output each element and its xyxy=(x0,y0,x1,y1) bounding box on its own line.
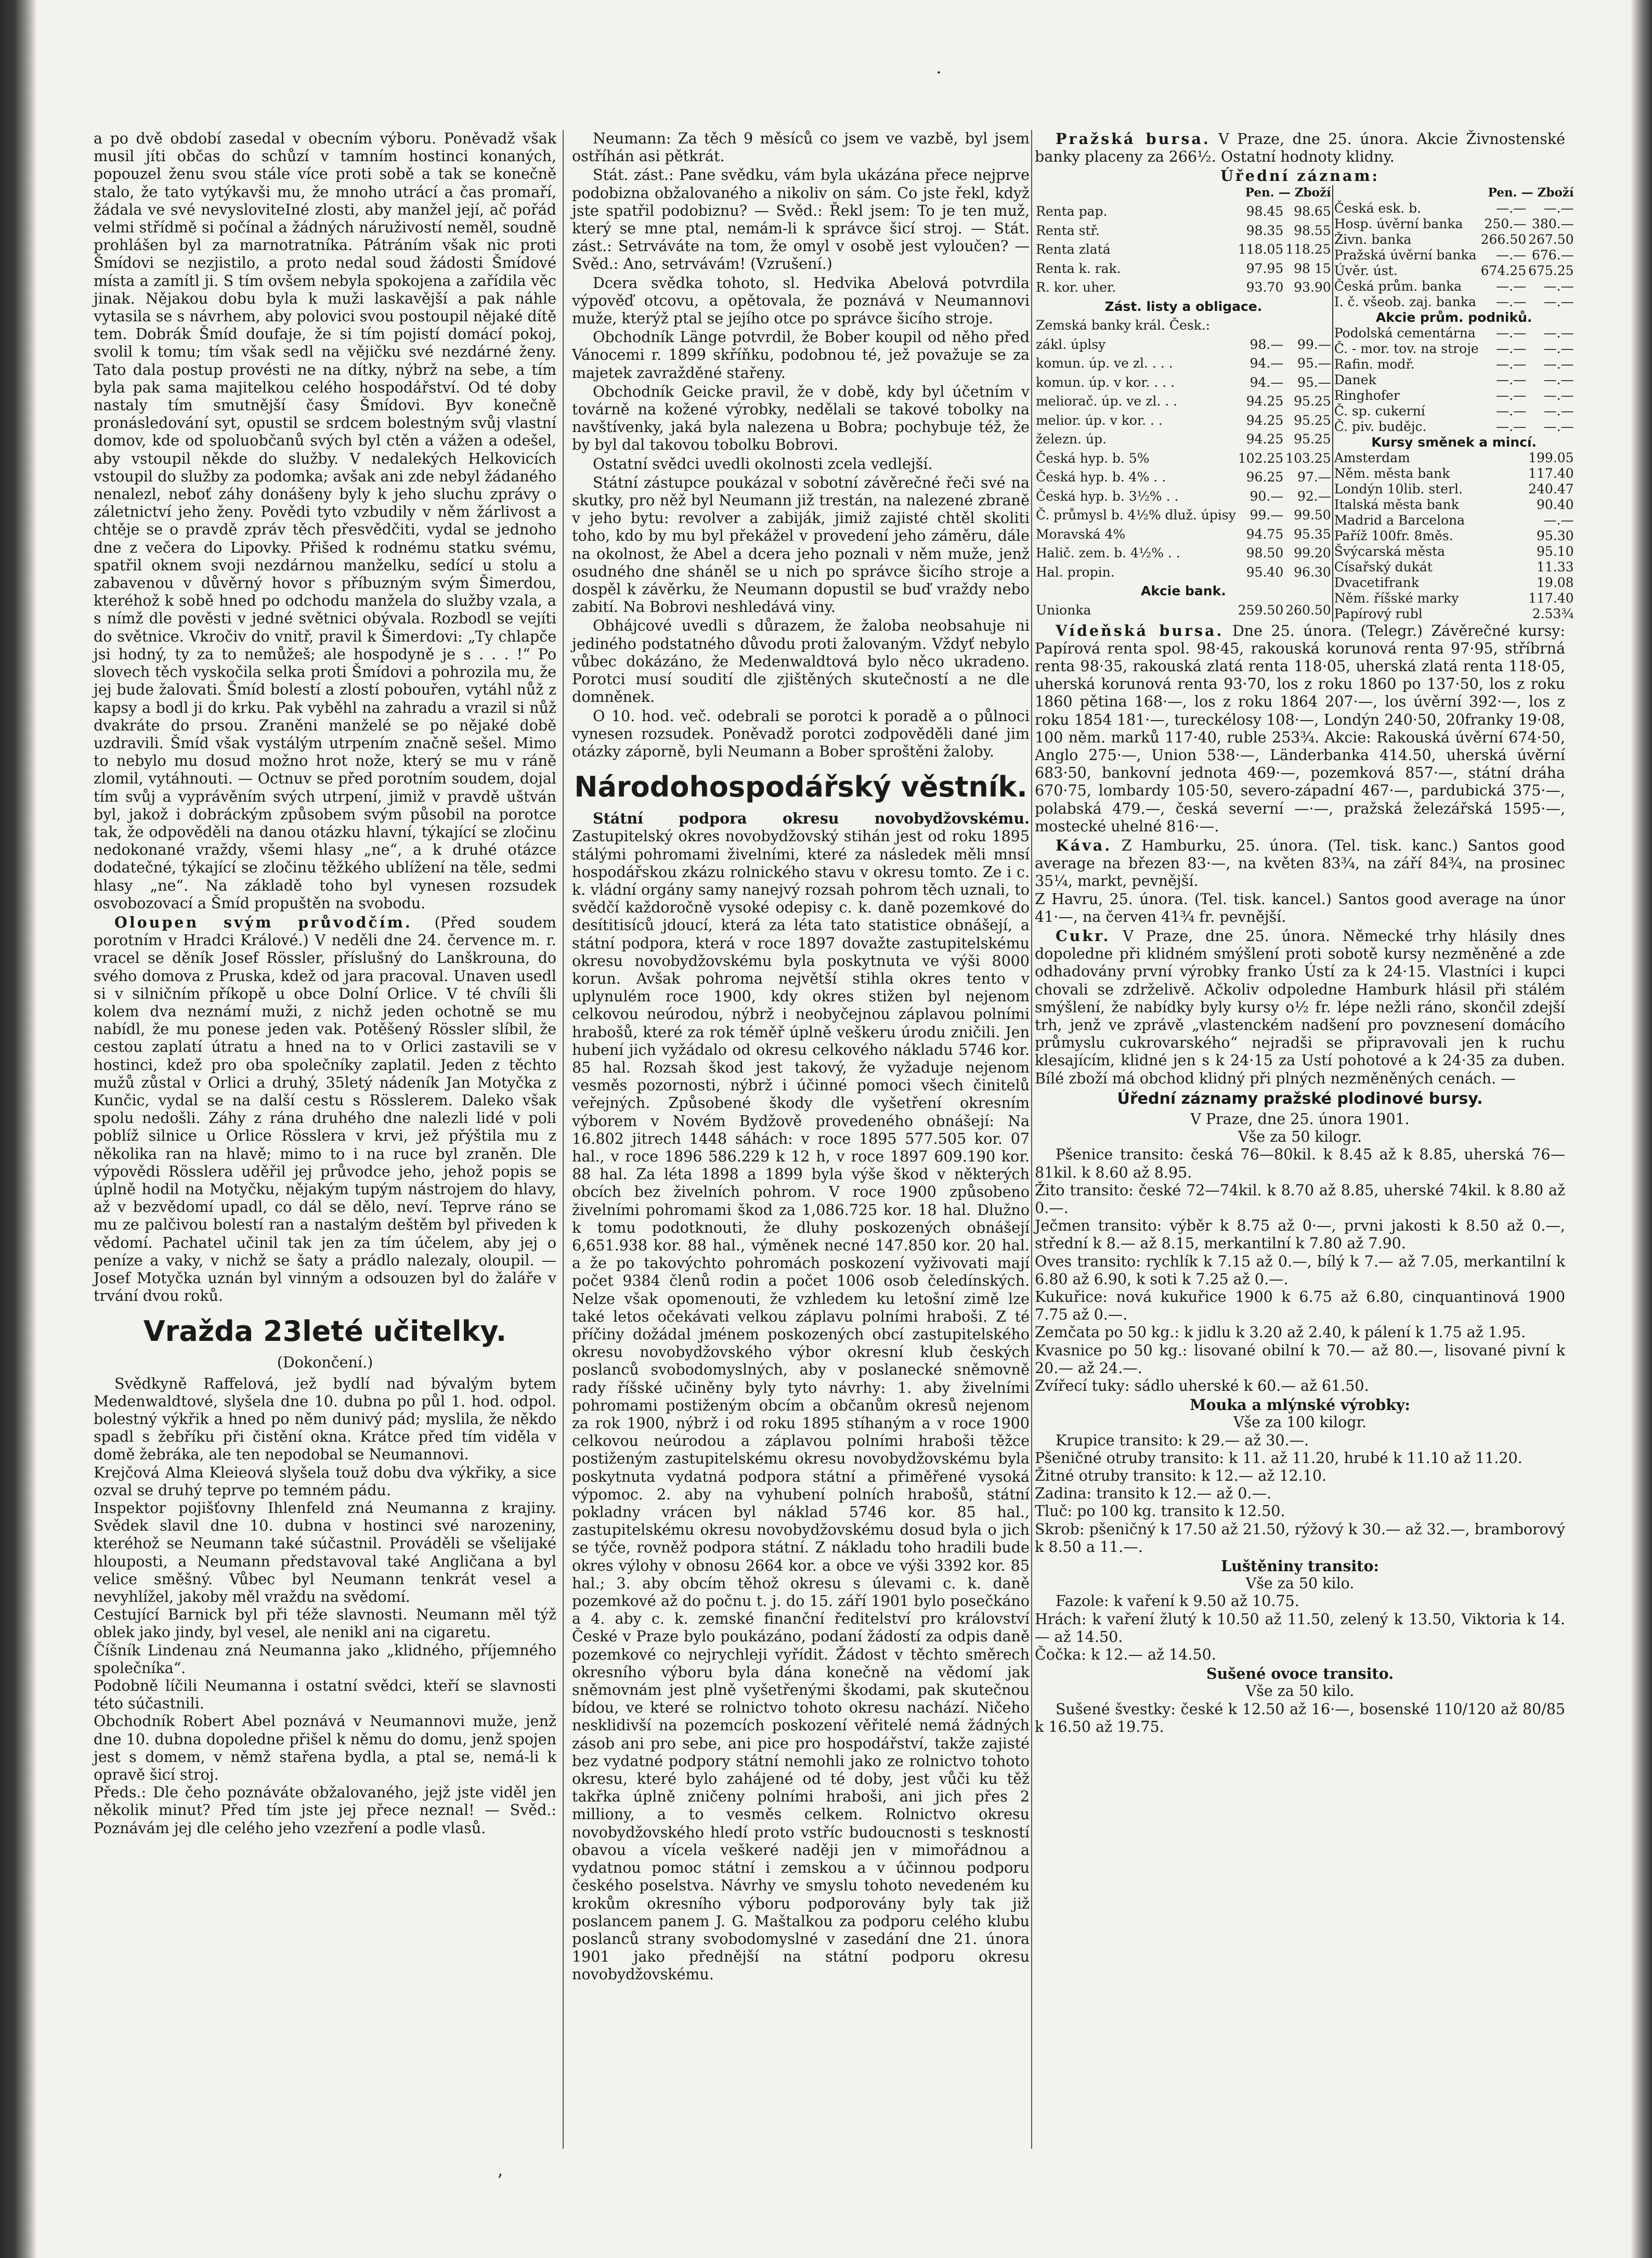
support-title: Státní podpora okresu novobydžovskému. xyxy=(593,810,1030,828)
exchange-row xyxy=(1333,497,1575,513)
bid-price xyxy=(1480,591,1527,606)
ask-price: —.— xyxy=(1543,387,1574,403)
scan-edge-right xyxy=(1631,0,1652,2258)
exchange-row xyxy=(1333,294,1575,310)
bid-price: 94.25 xyxy=(1246,412,1284,428)
security-name: Švýcarská města xyxy=(1333,544,1480,559)
security-name: komun. úp. ve zl. . . . xyxy=(1036,356,1173,371)
ask-price: 11.33 xyxy=(1537,559,1574,575)
security-name: Moravská 4% xyxy=(1036,526,1126,542)
security-name: Č. - mor. tov. na stroje xyxy=(1333,341,1480,357)
exchange-row xyxy=(1035,565,1332,584)
column-left xyxy=(94,130,556,2154)
exchange-row xyxy=(1333,575,1575,591)
security-name: Halič. zem. b. 4½% . . xyxy=(1036,545,1180,561)
ask-price: 117.40 xyxy=(1528,590,1574,606)
scan-edge-left xyxy=(0,0,36,2258)
fruit-title: Sušené ovoce transito. xyxy=(1206,1665,1394,1683)
security-name: Č. sp. cukerní xyxy=(1333,403,1480,419)
security-name: Č. průmysl b. 4½% dluž. úpisy xyxy=(1036,507,1236,523)
grain-prices: Pšenice transito: česká 76—80kil. k 8.45 až k 8.85, uherská 76—81kil. k 8.60 až 8.95. Žito transito: české 72—74kil. k 8.70 až 8.85, uherské 74kil. k 8.80 až 0.—. Ječmen transito: výběr k 8.75 až 0·—, prvni jakosti k 8.50 až 0.—, střední k 8.— až 8.15, merkantilní k 7.80 až 7.90. Oves transito: rychlík k 7.15 až 0.—, bílý k 7.— až 7.05, merkantilní k 6.80 až 6.90, k soti k 7.25 až 0.—. Kukuřice: nová kukuřice 1900 k 6.75 až 6.80, cinquantinová 1900 7.75 až 0.—. Zemčata po 50 kg.: k jidlu k 3.20 až 2.40, k pálení k 1.75 až 1.95. Kvasnice po 50 kg.: lisované obilní k 70.— až 80.—, lisované pivní k 20.— až 24.—. Zvířecí tuky: sádlo uherské k 60.— až 61.50. xyxy=(1035,1146,1565,1394)
bid-price xyxy=(1480,606,1527,622)
security-name: Česká hyp. b. 3½% . . xyxy=(1036,488,1179,504)
coffee-text: Z Hamburku, 25. února. (Tel. tisk. kanc.) Santos good average na březen 83·—, na květen 83¾, na září 84¾, na prosinec 35¼, markt, pevnější. Z Havru, 25. února. (Tel. tisk. kancel.) Santos good average na únor 41·—, na červen 41¾ fr. pevnější. xyxy=(1035,837,1566,925)
ask-price xyxy=(1284,318,1332,337)
exchange-row xyxy=(1333,528,1575,544)
security-name: Hosp. úvěrní banka xyxy=(1333,216,1480,232)
security-name: komun. úp. v kor. . . . xyxy=(1036,374,1175,390)
exchange-table-right xyxy=(1332,185,1575,622)
scan-speck: · xyxy=(936,62,942,83)
trial-paragraph: Ostatní svědci uvedli okolnosti zcela vedlejší. xyxy=(593,455,933,473)
ask-price: 99.50 xyxy=(1294,507,1331,523)
exchange-row xyxy=(1035,318,1332,337)
security-name: Něm. říšské marky xyxy=(1333,591,1480,606)
flour-prices: Krupice transito: k 29.— až 30.—. Pšeničné otruby transito: k 11. až 11.20, hrubé k 11.10 až 11.20. Žitné otruby transito: k 12.— až 12.10. Zadina: transito k 12.— až 0.—. Tluč: po 100 kg. transito k 12.50. Skrob: pšeničný k 17.50 až 21.50, rýžový k 30.— až 32.—, bramborový k 8.50 a 11.—. xyxy=(1035,1431,1565,1556)
bid-price xyxy=(1480,450,1527,466)
exchange-row xyxy=(1333,310,1575,325)
exchange-category: Akcie prům. podniků. xyxy=(1333,310,1575,325)
exchange-row xyxy=(1035,583,1332,603)
bid-price xyxy=(1480,497,1527,513)
security-name: Hal. propin. xyxy=(1036,564,1115,580)
ask-price: 95.— xyxy=(1297,374,1331,390)
bid-price: 93.70 xyxy=(1246,280,1284,295)
exchange-row xyxy=(1035,337,1332,356)
bid-price: 250.— xyxy=(1484,216,1527,231)
security-name: Renta k. rak. xyxy=(1036,260,1121,276)
exchange-row xyxy=(1035,603,1332,622)
exchange-row xyxy=(1035,356,1332,375)
exchange-row xyxy=(1035,280,1332,299)
bid-price xyxy=(1237,318,1284,337)
security-name: Papírový rubl xyxy=(1333,606,1480,622)
security-name: Č. piv. budějc. xyxy=(1333,419,1480,435)
trial-paragraph: Neumann: Za těch 9 měsíců co jsem ve vazbě, byl jsem ostříhán asi pětkrát. xyxy=(572,130,1030,165)
bid-price: —.— xyxy=(1496,294,1527,309)
security-name: Danek xyxy=(1333,372,1480,388)
ask-price: 90.40 xyxy=(1537,497,1574,512)
exchange-row xyxy=(1333,357,1575,372)
ask-price: 240.47 xyxy=(1528,481,1574,497)
legume-unit: Vše za 50 kilo. xyxy=(1245,1575,1355,1593)
exchange-row xyxy=(1035,223,1332,242)
ask-price: 260.50 xyxy=(1285,602,1331,618)
security-name: Amsterdam xyxy=(1333,450,1480,466)
fruit-unit: Vše za 50 kilo. xyxy=(1245,1682,1355,1700)
murder-subtitle: (Dokončení.) xyxy=(277,1354,373,1372)
support-article xyxy=(572,810,1030,1983)
flour-unit: Vše za 100 kilogr. xyxy=(1233,1414,1367,1431)
security-name: železn. úp. xyxy=(1036,432,1107,447)
bid-price xyxy=(1480,544,1527,559)
sugar-article xyxy=(1035,927,1565,1088)
exchange-row xyxy=(1035,545,1332,565)
exchange-category: Kursy směnek a mincí. xyxy=(1333,435,1575,450)
exchange-row xyxy=(1035,451,1332,470)
ask-price: 95.25 xyxy=(1294,412,1331,428)
ask-price: 117.40 xyxy=(1528,465,1574,481)
bid-price: 118.05 xyxy=(1238,242,1284,257)
support-text: Zastupitelský okres novobydžovský stihán jest od roku 1895 stálými pohromami živelními, které za následek měli mnsí hospodářskou zkázu rolnického stavu v okresu tomto. Ze i c. k. vládní orgány samy nanejvý rozsah pohrom těch uznali, to svědčí každoročně vysoké odepisy c. k. daně pozemkové do desítitisíců jdoucí, která za léta tato statistice obnášejí, a státní podpora, která v roce 1897 dovažte zastupitelskému okresu novobydžovskému byla poskytnuta ve výši 8000 korun. Avšak pohroma největší stihla okres tento v uplynulém roce 1900, kdy okres stižen byl nejenom celkovou neúrodou, nýbrž i neobyčejnou záplavou polními hrabošů, které za rok téměř úplně veškeru úrodu zničili. Jen hubení jich vyžádalo od okresu celkového nákladu 5746 kor. 85 hal. Rozsah škod jest takový, že vyžaduje nejenom vesměs pozornosti, nýbrž i účinné pomoci všech činitelů veřejných. Způsobené škody dle vyšetření okresním výborem v Novém Bydžově provedeného obnášejí: Na 16.802 jitrech 1448 sáhách: v roce 1895 577.505 kor. 07 hal., v roce 1896 586.229 k 12 h, v roce 1897 609.190 kor. 88 hal. Za léta 1898 a 1899 byla výše škod v některých obcích bez živelních pohrom. V roce 1900 způsobeno živelními pohromami škod za 1,086.725 kor. 18 hal. Dlužno k tomu podotknouti, že dluhy poskozených obnášejí 6,651.938 kor. 88 hal., výměnek necné 147.850 kor. 20 hal. a že po takovýchto pohromách poskození vyživovati mají počet 9384 členů rodin a počet 1006 osob čeledínských. Nelze však opomenouti, že vzhledem ku letošní zimě lze také letos očekávati velkou záplavu polními hraboši. Z té příčiny dožádal jménem poskozených obcí zastupitelského okresu novobydžovského výbor okresní klub českých poslanců svobodomyslných, aby v poslanecké sněmovně rady říšské učiněny byly tyto návrhy: 1. aby živelními pohromami postiženým obcím a občanům okresů nejenom za rok 1900, nýbrž i od roku 1895 stíhaným a v roce 1900 celkovou neúrodou a záplavou polními hraboši těžce postiženým zastupitelskému okresu novobydžovskému byla poskytnuta vydatná podpora státní a přiměřené vysoká výpomoc. 2. aby na vyhubení polních hrabošů, státní pokladny vrácen byl náklad 5746 kor. 85 hal., zastupitelskému okresu novobydžovskému dosud byla o jich se týče, rovněž podpora státní. Z nákladu toho hradili bude okres výlohy v obnosu 2664 kor. a obce ve výši 3392 kor. 85 hal.; 3. aby obcím těhož okresu s úlevami c. k. daně pozemkové až do počnu t. j. do 15. září 1901 bylo posečkáno a 4. aby c. k. zemské finanční ředitelství pro království České v Praze bylo poukázáno, podaní žádostí za odpis daně pozemkové co nejrychleji vyřídit. Žádost v těchto směrech okresního výboru byla dána konečně na vědomí jak sněmovnám jest plně vyšetřenými škodami, pak skutečnou bídou, ve které se rolnictvo tohoto okresu nachází. Ničeho nesklidivší na pozemcích poskození věřitelé nemá žádných zásob ani pro sebe, ani pice pro hospodářství, takže zajisté bez vydatné podpory státní nemohli jako ze rolnictvo tohoto okresu, které bylo zahájené od té doby, jest vůči ku těž takřka úplně zničeny polními hraboši, ani jich přes 2 milliony, a to vesměs celkem. Rolnictvo okresu novobydžovského hledí proto vstříc budoucnosti s teskností obavou a vícela veškeré naději jen v mimořádnou a vydatnou pomoc státní i zemskou a v účinnou podporu českého poselstva. Návrhy ve smyslu tohoto nevedeném ku krokům okresního výboru podporovány byly tak již poslancem panem J. G. Maštalkou za podporu celého klubu poslanců strany svobodomyslné v zasedání dne 21. února 1901 jako přednější na státní podporu okresu novobydžovskému. xyxy=(572,828,1030,1983)
security-name: Úvěr. úst. xyxy=(1333,263,1480,279)
security-name: Česká esk. b. xyxy=(1333,201,1480,216)
bid-price: —.— xyxy=(1496,372,1527,387)
coffee-article xyxy=(1035,837,1565,926)
bid-price: —.— xyxy=(1496,247,1527,263)
column-middle xyxy=(572,130,1030,2154)
ask-price: —.— xyxy=(1543,278,1574,294)
ask-price: 118.25 xyxy=(1285,242,1331,257)
ask-price: 380.— xyxy=(1531,216,1574,231)
coffee-title: Káva. xyxy=(1056,837,1112,855)
security-name: Madrid a Barcelona xyxy=(1333,513,1480,528)
column-right xyxy=(1035,130,1574,2154)
exchange-tables xyxy=(1035,185,1574,622)
security-name: R. kor. uher. xyxy=(1036,280,1116,295)
trial-paragraph: Dcera svědka tohoto, sl. Hedvika Abelová potvrdila výpověď otcovu, a opětovala, že poznává v Neumannovi muže, kterýž ptal se jejího otce po správce šicího stroje. xyxy=(572,274,1030,328)
bid-price: 94.— xyxy=(1250,374,1284,390)
exchange-row xyxy=(1035,469,1332,489)
exchange-row xyxy=(1333,201,1575,216)
trial-paragraph: Stát. zást.: Pane svědku, vám byla ukázána přece nejprve podobizna obžalovaného a nikoliv on sám. Co jste řekl, když jste spatřil podobiznu? — Svěd.: Řekl jsem: To je ten muž, který se mne ptal, nemám-li k správce šicí stroj. — Stát. zást.: Setrváváte na tom, že omyl v osobě jest vyloučen? — Svěd.: Ano, setrvávám! (Vzrušení.) xyxy=(572,166,1030,273)
fruit-prices: Sušené švestky: české k 12.50 až 16·—, bosenské 110/120 až 80/85 k 16.50 až 19.75. xyxy=(1035,1700,1565,1735)
table-header: Pen. — Zboží xyxy=(1488,185,1574,200)
exchange-row xyxy=(1333,216,1575,232)
legume-title: Luštěniny transito: xyxy=(1221,1557,1379,1575)
trial-paragraph: O 10. hod. več. odebrali se porotci k poradě a o půlnoci vynesen rozsudek. Poněvadž porotci zodpověděli dané jim otázky záporně, byli Neumann a Bober sproštěni žaloby. xyxy=(572,707,1030,760)
exchange-row xyxy=(1333,513,1575,528)
security-name: Česká hyp. b. 5% xyxy=(1036,450,1150,466)
ask-price: —.— xyxy=(1543,294,1574,309)
security-name: zákl. úplsy xyxy=(1036,336,1106,352)
exchange-row xyxy=(1333,435,1575,450)
table-header: Pen. — Zboží xyxy=(1245,185,1331,200)
trial-report-paragraph: a po dvě období zasedal v obecním výboru. Poněvadž však musil jíti občas do schůzí v tamním hostinci konaných, popouzel ženu svou stále více proti sobě a tak se konečně stalo, že tato vytýkavši mu, že mnoho utrácí a čas promaří, žádala ve své nevysloviteIné zlosti, aby manžel její, ač pořád velmi střídmě si počínal a žádných náruživostí neměl, soudně prohlášen byl za marnotratníka. Pátráním však nic proti Šmídovi se nezjistilo, a proto nedal soud žádosti Šmídové místa a zamítl ji. S tím ovšem nebyla spokojena a zařídila věc jinak. Nějakou dobu byla k muži laskavější a pak náhle vytasila se s návrhem, aby polovici svou postoupil nějaké dítě tem. Dobrák Šmíd doufaje, že si tím pojistí domácí pokoj, svolil k tomu; tím však sedl na vějičku své nezdárné ženy. Tato dala postup provésti ne na dítky, nýbrž na sebe, a tím byla pak sama majitelkou celého hospodářství. Od té doby nastaly tím smutnější časy Šmídovi. Byv konečně pronásledování syt, opustil se srdcem bolestným svůj vlastní domov, kde od spoluobčanů svých byl ctěn a vážen a odešel, aby vstoupil někde do služby. V nedalekých Helkovicích vstoupil do služby za podomka; avšak ani zde nebyl žádaného nenalezl, neboť záhy donášeny byly k jeho sluchu zprávy o záletnictví jeho ženy. Povědi tyto vzbudily v něm žárlivost a chtěje se o pravdě zpráv těch přesvědčiti, vydal se jednoho dne z večera do Lipovky. Přišed k rodnému statku svému, spatřil oknem svoji nezdárnou manželku, sedící u stolu a zabavenou v důvěrný hovor s příbuzným svým Šimerdou, kteréhož k sobě hned po odchodu manžela do služby vzala, a s nímž dle pověsti v jedné světnici obývala. Rozbodl se vejíti do světnice. Vkročiv do vnitř, pravil k Šimerdovi: „Ty chlapče jsi hodný, ty za to nemůžeš; ale hospodyně je s . . . !“ Po slovech těch vyskočila selka proti Šmídovi a pohrozila mu, že jej bude žalovati. Šmíd bolestí a zlostí pobouřen, vytáhl nůž z kapsy a bodl ji do krku. Pak vyběhl na zahradu a vrazil si nůž dvakráte do prsou. Zraněni manželé se po nějaké době uzdravili. Šmíd však vystálým utrpením značně sešel. Mimo to nebylo mu dosud možno hrot nože, který se mu v ráně zlomil, vytáhnouti. — Octnuv se před porotním soudem, dojal tím svůj a vyprávěním svých utrpení, jimiž v pravdě uštván byl, jakož i dobráckým způsobem svým působil na porotce tak, že odpověděli na danou otázku hlavní, týkající se zločinu nedokonané vraždy, všemi hlasy „ne“, a k druhé otázce dodatečné, týkající se zločinu těžkého ublížení na těle, sedmi hlasy „ne“. Na základě toho byl vynesen rozsudek osvobozovací a Šmíd propuštěn na svobodu. xyxy=(94,130,556,912)
exchange-row xyxy=(1333,247,1575,263)
security-name: Ringhofer xyxy=(1333,388,1480,403)
grain-date: V Praze, dne 25. února 1901. xyxy=(1190,1110,1410,1128)
bid-price: 259.50 xyxy=(1238,602,1284,618)
bid-price: —.— xyxy=(1496,356,1527,372)
security-name: Zemská banky král. Česk.: xyxy=(1036,318,1211,333)
ask-price: 95.25 xyxy=(1294,394,1331,409)
trial-paragraph: Obchodník Länge potvrdil, že Bober koupil od něho před Vánocemi r. 1899 skříňku, podobnou té, jež považuje se za majetek zavražděné stařeny. xyxy=(572,329,1030,382)
ask-price: 92.— xyxy=(1297,488,1331,504)
ask-price: —.— xyxy=(1543,200,1574,216)
exchange-title: Pražská bursa. xyxy=(1056,130,1211,148)
ask-price: 103.25 xyxy=(1285,450,1331,466)
security-name: Něm. města bank xyxy=(1333,466,1480,481)
column-rule xyxy=(563,130,564,2149)
security-name: melior. úp. v kor. . . xyxy=(1036,412,1163,428)
security-name: Česká hyp. b. 4% . . xyxy=(1036,469,1166,485)
ask-price: 19.08 xyxy=(1537,575,1574,590)
bid-price: —.— xyxy=(1496,341,1527,356)
bid-price xyxy=(1480,575,1527,591)
bid-price: —.— xyxy=(1496,419,1527,434)
ask-price: 2.53¾ xyxy=(1532,606,1574,621)
robbery-article xyxy=(94,913,556,1305)
security-name: meliorač. úp. ve zl. . . xyxy=(1036,394,1178,409)
exchange-row xyxy=(1035,242,1332,261)
bid-price: 90.— xyxy=(1250,488,1284,504)
ask-price: 676.— xyxy=(1531,247,1574,263)
ask-price: 675.25 xyxy=(1528,263,1574,278)
ask-price: 98 15 xyxy=(1294,260,1331,276)
security-name: Živn. banka xyxy=(1333,232,1480,247)
economic-section-headline: Národohospodářský věstník. xyxy=(574,771,1027,804)
robbery-title: Oloupen svým průvodčím. xyxy=(114,913,412,931)
bid-price: 674.25 xyxy=(1480,263,1527,278)
bid-price: 94.25 xyxy=(1246,432,1284,447)
exchange-row xyxy=(1035,432,1332,451)
official-record-header: Úřední záznam: xyxy=(1220,167,1380,185)
ask-price: 95.25 xyxy=(1294,432,1331,447)
bid-price: —.— xyxy=(1496,325,1527,341)
security-name: Londýn 10lib. sterl. xyxy=(1333,481,1480,497)
exchange-row xyxy=(1333,279,1575,294)
exchange-row xyxy=(1333,372,1575,388)
security-name: Paříž 100fr. 8měs. xyxy=(1333,528,1480,544)
exchange-row xyxy=(1333,341,1575,357)
robbery-text: (Před soudem porotním v Hradci Králové.) V neděli dne 24. července m. r. vracel se děník Josef Rössler, příslušný do Lanškrouna, do svého domova z Pruska, kdež od jara pracoval. Unaven usedl si v silničním příkopě u obce Dolní Orlice. V té chvíli šli kolem dva neznámí muži, z nichž jeden ochotně se mu nabídl, že mu ponese jeden vak. Potěšený Rössler slíbil, že cestou zaplatí útratu a hned na to v Orlici zastavili se v hostinci, kdež pro oba společníky zaplatil. Jeden z těchto mužů zůstal v Orlici a druhý, 35letý nádeník Jan Motyčka z Kunčic, vydal se na další cestu s Rösslerem. Daleko však spolu nedošli. Záhy z rána druhého dne nalezli lidé v poli poblíž silnice u Orlice Rösslera v krvi, jež přýštila mu z několika ran na hlavě; mimo to i na ruce byl zraněn. Dle výpovědi Rösslera uděřil jej průvodce jeho, jehož popis se úplně hodil na Motyčku, nějakým tupým nástrojem do hlavy, až v bezvědomí upadl, co dál se dělo, neví. Teprve ráno se mu ze palčivou bolestí ran a nastalým deštěm byl přiveden k vědomí. Pachatel učinil tak jen za tím účelem, aby jej o peníze a vaky, v nichž se šaty a prádlo nalezaly, oloupil. — Josef Motyčka uznán byl vinným a odsouzen byl do žaláře v trvání dvou roků. xyxy=(94,913,556,1305)
ask-price: —.— xyxy=(1543,512,1574,528)
sugar-title: Cukr. xyxy=(1056,927,1111,945)
security-name: Renta zlatá xyxy=(1036,242,1111,257)
vienna-article xyxy=(1035,622,1565,836)
security-name: Císařský dukát xyxy=(1333,559,1480,575)
exchange-row xyxy=(1035,413,1332,432)
exchange-row xyxy=(1333,606,1575,622)
exchange-row xyxy=(1035,204,1332,223)
exchange-row xyxy=(1333,481,1575,497)
exchange-row xyxy=(1035,299,1332,318)
bid-price: 95.40 xyxy=(1246,564,1284,580)
column-rule xyxy=(1031,130,1032,2149)
murder-article-text: Svědkyně Raffelová, jež bydlí nad bývalým bytem Medenwaldtové, slyšela dne 10. dubna po půl 1. hod. odpol. bolestný výkřik a hned po něm dunivý pád; myslila, že někdo spadl s žebříku při čistění okna. Krátce před tím viděla v domě žebráka, ale ten nepodobal se Neumannovi. Krejčová Alma Kleieová slyšela touž dobu dva výkřiky, a sice ozval se druhý teprve po temném pádu. Inspektor pojišťovny Ihlenfeld zná Neumanna z krajiny. Svědek slavil dne 10. dubna v hostinci své narozeniny, kteréhož se Neumann také súčastnil. Prováděli se všelijaké hlouposti, a Neumann představoval také Angličana a byl velice směšný. Vůbec byl Neumann tenkrát vesel a nevyhlížel, jakoby měl vraždu na svědomí. Cestující Barnick byl při téže slavnosti. Neumann měl týž oblek jako jindy, byl vesel, ale nenikl ani na cigaretu. Číšník Lindenau zná Neumanna jako „klidného, příjemného společníka“. Podobně líčili Neumanna i ostatní svědci, kteří se slavnosti této súčastnili. Obchodník Robert Abel poznává v Neumannovi muže, jenž dne 10. dubna dopoledne přišel k němu do domu, jenž spojen jest s domem, v němž stařena bydla, a ptal se, nemá-li k opravě šicí stroj. Předs.: Dle čeho poznáváte obžalovaného, jejž jste viděl jen několik minut? Před tím jste jej přece neznal! — Svěd.: Poznávám jej dle celého jeho vzezření a podle vlasů. xyxy=(94,1375,556,1837)
exchange-intro-text: V Praze, dne 25. února. Akcie Živnostenské banky placeny za 266½. Ostatní hodnoty klidny. xyxy=(1035,130,1565,166)
ask-price: —.— xyxy=(1543,341,1574,356)
bid-price: 266.50 xyxy=(1480,231,1527,247)
security-name: Pražská úvěrní banka xyxy=(1333,247,1480,263)
ask-price: —.— xyxy=(1543,419,1574,434)
bid-price xyxy=(1480,513,1527,528)
bid-price: 94.25 xyxy=(1246,394,1284,409)
bid-price: 102.25 xyxy=(1238,450,1284,466)
scan-speck: ʼ xyxy=(497,2171,502,2191)
exchange-row xyxy=(1333,403,1575,419)
exchange-row xyxy=(1333,325,1575,341)
murder-headline: Vražda 23leté učitelky. xyxy=(143,1315,507,1348)
exchange-row xyxy=(1035,261,1332,280)
bid-price xyxy=(1480,528,1527,544)
bid-price: 98.35 xyxy=(1246,223,1284,238)
bid-price xyxy=(1480,466,1527,481)
ask-price: 95.30 xyxy=(1537,528,1574,543)
exchange-row xyxy=(1333,466,1575,481)
bid-price: 94.— xyxy=(1250,356,1284,371)
ask-price: —.— xyxy=(1543,403,1574,419)
grain-exchange-headline: Úřední záznamy pražské plodinové bursy. xyxy=(1117,1089,1483,1108)
security-name: Rafin. modř. xyxy=(1333,357,1480,372)
ask-price: —.— xyxy=(1543,356,1574,372)
exchange-row xyxy=(1333,419,1575,435)
exchange-row xyxy=(1035,375,1332,394)
bid-price: —.— xyxy=(1496,403,1527,419)
exchange-row xyxy=(1333,450,1575,466)
bid-price: —.— xyxy=(1496,387,1527,403)
ask-price: 267.50 xyxy=(1528,231,1574,247)
exchange-row xyxy=(1035,527,1332,546)
ask-price: 98.65 xyxy=(1294,204,1331,219)
ask-price: 99.20 xyxy=(1294,545,1331,561)
trial-paragraph: Obchodník Geicke pravil, že v době, kdy byl účetním v továrně na kožené výrobky, nedělali se takové tobolky na navštívenky, jaká byla nalezena u Bobra; pochybuje též, že by byl dal takovou tobolku Bobrovi. xyxy=(572,383,1030,454)
ask-price: 199.05 xyxy=(1528,450,1574,465)
bid-price: 98.50 xyxy=(1246,545,1284,561)
bid-price: 99.— xyxy=(1250,507,1284,523)
ask-price: 97.— xyxy=(1297,469,1331,485)
bid-price: 97.95 xyxy=(1246,260,1284,276)
ask-price: 98.55 xyxy=(1294,223,1331,238)
exchange-row xyxy=(1333,388,1575,403)
security-name: Unionka xyxy=(1036,602,1091,618)
bid-price xyxy=(1480,481,1527,497)
exchange-row xyxy=(1035,489,1332,508)
trial-paragraph: Státní zástupce poukázal v sobotní závěrečné řeči své na skutky, pro něž byl Neumann již trestán, na nalezené zbraně v jeho bytu: revolver a zabiják, jimiž zajisté chtěl skoliti toho, kdo by mu byl překážel v provedení jeho záměru, dále na okolnost, že Abel a dcera jeho poznali v něm muže, jenž osudného dne sháněl se u nich po správce šicího stroje a dospěl k závěrku, že Neumann dopustil se buď vraždy nebo zabití. Na Bobrovi neshledává viny. xyxy=(572,474,1030,616)
security-name: Podolská cementárna xyxy=(1333,325,1480,341)
bid-price: 96.25 xyxy=(1246,469,1284,485)
bid-price xyxy=(1480,559,1527,575)
ask-price: 95.— xyxy=(1297,356,1331,371)
ask-price: 95.35 xyxy=(1294,526,1331,542)
exchange-intro xyxy=(1035,130,1565,166)
security-name: Dvacetifrank xyxy=(1333,575,1480,591)
bid-price: 98.45 xyxy=(1246,204,1284,219)
exchange-row xyxy=(1035,394,1332,413)
trial-paragraph: Obhájcové uvedli s důrazem, že žaloba neobsahuje ni jediného podstatného důvodu proti žalovaným. Vždyť nebylo vůbec dokázáno, že Medenwaldtová bylo něco ukradeno. Porotci musí soudití dle zjištěných skutečností a ne dle domněnek. xyxy=(572,617,1030,706)
security-name: I. č. všeob. zaj. banka xyxy=(1333,294,1480,310)
exchange-category: Akcie bank. xyxy=(1141,583,1226,599)
exchange-row xyxy=(1333,591,1575,606)
bid-price: 94.75 xyxy=(1246,526,1284,542)
vienna-text: Dne 25. února. (Telegr.) Závěrečné kursy: Papírová renta spol. 98·45, rakouská korunová renta 97·95, stříbrná renta 98·35, rakouská zlatá renta 118·05, uherská zlatá renta 118·05, uherská korunová renta 93·70, los z roku 1860 po 137·50, los z roku 1860 pětina 168·—, los z roku 1864 207·—, los úvěrní 392·—, los z roku 1854 181·—, tureckélosy 108·—, Londýn 240·50, 20franky 19·08, 100 něm. marků 117·40, ruble 253¾. Akcie: Rakouská úvěrní 674·50, Anglo 275·—, Union 538·—, Länderbanka 414.50, uherská úvěrní 683·50, bankovní jednota 469·—, pozemková 857·—, státní dráha 670·75, lombardy 105·50, severo-západní 467·—, pardubická 375·—, polabská 479.—, česká severní —·—, pražská železářská 1595·—, mostecké uhelné 816·—. xyxy=(1035,622,1566,835)
sugar-text: V Praze, dne 25. února. Německé trhy hlásily dnes dopoledne při klidném smýšlení proti sobotě kursy nezměněné a zde odhadovány první výrobky franko Ústí za k 24·15. Vlastníci i kupci chovali se zdrželivě. Ačkoliv odpoledne Hamburk hlásil při stálém smýšlení, že nabídky byly kursy o½ fr. lépe nežli ráno, skončil zdejší trh, jenž ve zprávě „vlastenckém nadšení pro povznesení domácího průmyslu cukrovarského“ nejradši se připravovali jen k ruchu klesajícím, klidné jen s k 24·15 za Ustí pohotové a k 24·35 za duben. Bílé zboží má obchod klidný při plných nezměněných cenách. — xyxy=(1035,928,1565,1087)
bid-price: —.— xyxy=(1496,200,1527,216)
exchange-table-left xyxy=(1035,185,1332,622)
exchange-category: Zást. listy a obligace. xyxy=(1104,298,1263,314)
ask-price: 96.30 xyxy=(1294,564,1331,580)
exchange-row xyxy=(1333,263,1575,279)
ask-price: —.— xyxy=(1543,372,1574,387)
ask-price: 95.10 xyxy=(1537,543,1574,559)
ask-price: 99.— xyxy=(1297,336,1331,352)
exchange-row xyxy=(1333,559,1575,575)
security-name: Renta pap. xyxy=(1036,204,1108,219)
flour-title: Mouka a mlýnské výrobky: xyxy=(1190,1396,1410,1414)
security-name: Italská města bank xyxy=(1333,497,1480,513)
grain-unit: Vše za 50 kilogr. xyxy=(1238,1128,1362,1146)
vienna-title: Vídeňská bursa. xyxy=(1056,621,1224,639)
bid-price: —.— xyxy=(1496,278,1527,294)
ask-price: —.— xyxy=(1543,325,1574,341)
exchange-row xyxy=(1035,507,1332,527)
security-name: Renta stř. xyxy=(1036,223,1100,238)
exchange-row xyxy=(1333,232,1575,247)
exchange-row xyxy=(1333,544,1575,559)
ask-price: 93.90 xyxy=(1294,280,1331,295)
security-name: Česká prům. banka xyxy=(1333,279,1480,294)
bid-price: 98.— xyxy=(1250,336,1284,352)
legume-prices: Fazole: k vaření k 9.50 až 10.75. Hrách: k vaření žlutý k 10.50 až 11.50, zelený k 13.50, Viktoria k 14.— až 14.50. Čočka: k 12.— až 14.50. xyxy=(1035,1593,1565,1663)
